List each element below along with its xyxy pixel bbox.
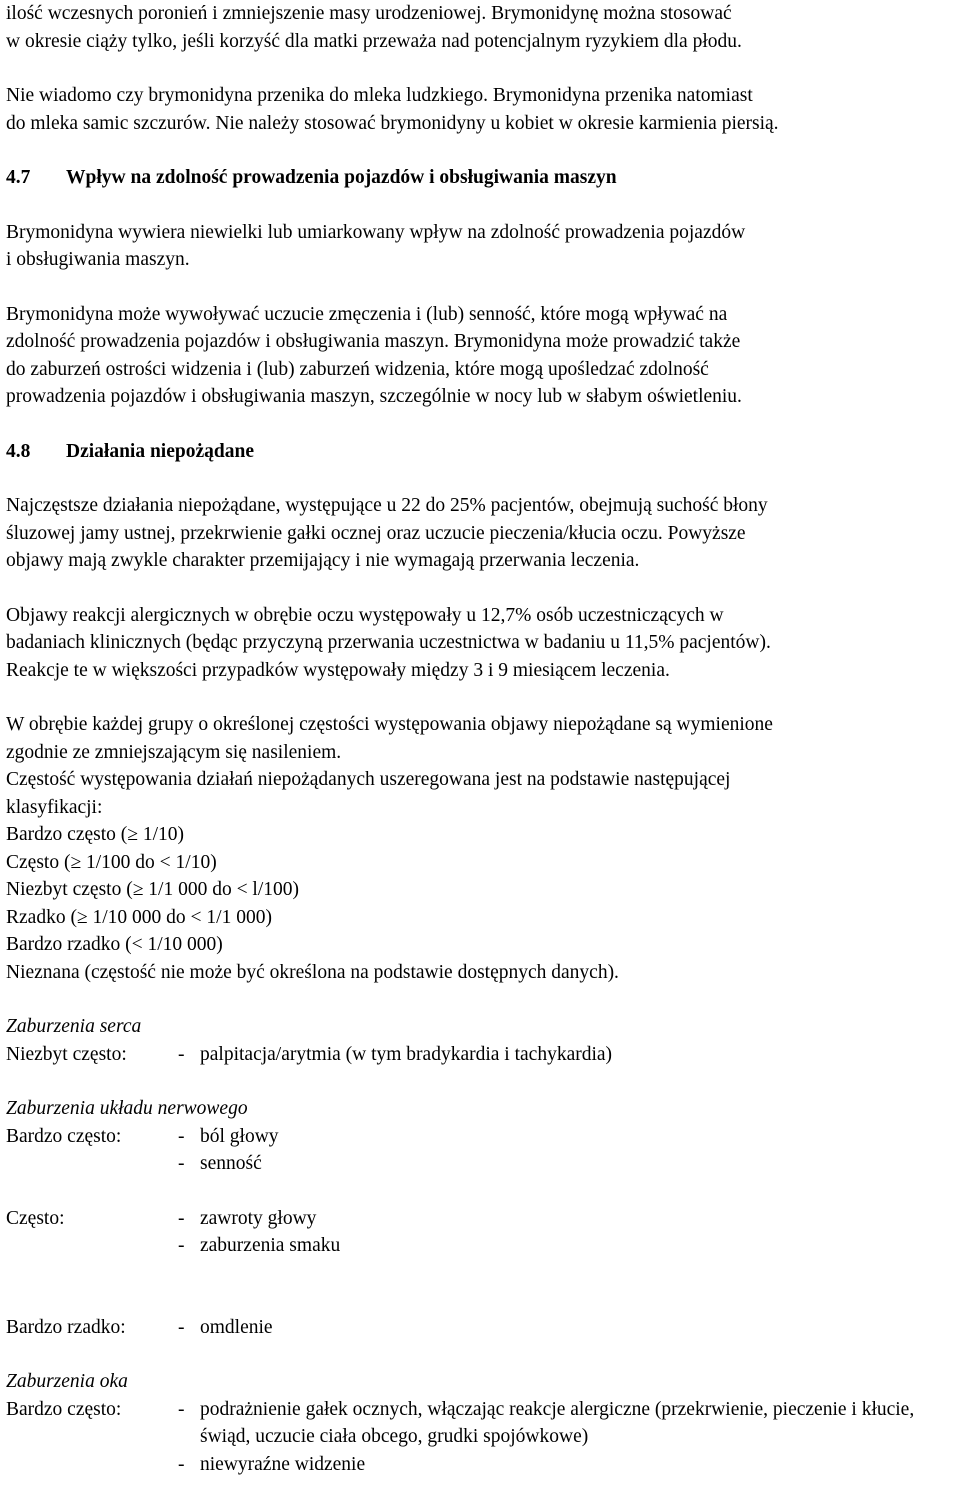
adverse-item xyxy=(178,1205,951,1233)
frequency-class-line: Często (≥ 1/100 do < 1/10) xyxy=(6,851,217,873)
text-line: Częstość występowania działań niepożądanych uszeregowana jest na podstawie następującej xyxy=(6,769,731,790)
text-line: objawy mają zwykle charakter przemijający i nie wymagają przerwania leczenia. xyxy=(6,550,640,571)
text-line: do mleka samic szczurów. Nie należy stosować brymonidyny u kobiet w okresie karmienia piersią. xyxy=(6,112,779,134)
section-title: Wpływ na zdolność prowadzenia pojazdów i obsługiwania maszyn xyxy=(66,167,617,188)
adverse-row xyxy=(6,1123,951,1178)
section-4-8-paragraph-2 xyxy=(6,602,951,685)
text-line: klasyfikacji: xyxy=(6,796,103,818)
text-line: Brymonidyna wywiera niewielki lub umiarkowany wpływ na zdolność prowadzenia pojazdów xyxy=(6,221,746,243)
section-4-7-paragraph-2 xyxy=(6,301,951,411)
adverse-item xyxy=(178,1123,951,1151)
frequency-label: Bardzo często: xyxy=(6,1398,122,1420)
section-4-7-paragraph-1 xyxy=(6,219,951,274)
adverse-item-text: zawroty głowy xyxy=(200,1207,317,1229)
adverse-row xyxy=(6,1396,951,1479)
frequency-label: Często: xyxy=(6,1207,65,1229)
text-line: śluzowej jamy ustnej, przekrwienie gałki ocznej oraz uczucie pieczenia/kłucia oczu. Powyższe xyxy=(6,522,746,544)
adverse-item-text: podrażnienie gałek ocznych, włączając reakcje alergiczne (przekrwienie, pieczenie i kłucie, świąd, uczucie ciała obcego, grudki spojówkowe) xyxy=(200,1398,915,1447)
intro-paragraph-2 xyxy=(6,82,951,137)
text-line: do zaburzeń ostrości widzenia i (lub) zaburzeń widzenia, które mogą upośledzać zdolność xyxy=(6,358,709,380)
adverse-item-text: omdlenie xyxy=(200,1316,273,1338)
text-line: i obsługiwania maszyn. xyxy=(6,249,190,270)
adverse-item xyxy=(178,1232,951,1260)
section-number: 4.8 xyxy=(6,440,31,462)
adverse-item-text: zaburzenia smaku xyxy=(200,1235,341,1256)
category-heading-nervous: Zaburzenia układu nerwowego xyxy=(6,1098,248,1119)
frequency-class-line: Niezbyt często (≥ 1/1 000 do < l/100) xyxy=(6,879,300,900)
frequency-label: Bardzo często: xyxy=(6,1125,122,1147)
category-heading-cardiac: Zaburzenia serca xyxy=(6,1016,142,1037)
adverse-item xyxy=(178,1150,951,1178)
section-title: Działania niepożądane xyxy=(66,440,254,462)
text-line: Brymonidyna może wywoływać uczucie zmęczenia i (lub) senność, które mogą wpływać na xyxy=(6,303,728,325)
category-heading-eye: Zaburzenia oka xyxy=(6,1371,128,1392)
adverse-row xyxy=(6,1041,951,1069)
text-line: zgodnie ze zmniejszającym się nasileniem. xyxy=(6,741,342,763)
section-4-8-heading xyxy=(6,438,951,466)
section-4-8-paragraph-1 xyxy=(6,492,951,575)
text-line: Objawy reakcji alergicznych w obrębie oczu występowały u 12,7% osób uczestniczących w xyxy=(6,604,724,626)
text-line: Reakcje te w większości przypadków występowały między 3 i 9 miesiącem leczenia. xyxy=(6,659,670,681)
text-line: w okresie ciąży tylko, jeśli korzyść dla matki przeważa nad potencjalnym ryzykiem dla płodu. xyxy=(6,30,742,52)
text-line: zdolność prowadzenia pojazdów i obsługiwania maszyn. Brymonidyna może prowadzić także xyxy=(6,331,741,352)
adverse-item xyxy=(178,1451,951,1479)
dash-marker: - xyxy=(178,1235,185,1256)
dash-marker: - xyxy=(178,1153,185,1174)
adverse-item xyxy=(178,1041,951,1069)
dash-marker: - xyxy=(178,1043,185,1065)
text-line: Nie wiadomo czy brymonidyna przenika do mleka ludzkiego. Brymonidyna przenika natomiast xyxy=(6,85,753,106)
intro-paragraph-1 xyxy=(6,0,951,55)
frequency-class-line: Nieznana (częstość nie może być określona na podstawie dostępnych danych). xyxy=(6,961,619,983)
text-line: Najczęstsze działania niepożądane, występujące u 22 do 25% pacjentów, obejmują suchość błony xyxy=(6,495,768,516)
adverse-item xyxy=(178,1396,951,1451)
text-line: ilość wczesnych poronień i zmniejszenie masy urodzeniowej. Brymonidynę można stosować xyxy=(6,3,732,24)
adverse-row xyxy=(6,1205,951,1260)
dash-marker: - xyxy=(178,1207,185,1229)
dash-marker: - xyxy=(178,1125,185,1147)
text-line: badaniach klinicznych (będąc przyczyną przerwania uczestnictwa w badaniu u 11,5% pacjentów). xyxy=(6,632,771,653)
text-line: W obrębie każdej grupy o określonej częstości występowania objawy niepożądane są wymienione xyxy=(6,714,773,735)
dash-marker: - xyxy=(178,1453,185,1475)
dash-marker: - xyxy=(178,1316,185,1338)
section-4-8-paragraph-3 xyxy=(6,711,951,986)
document-page xyxy=(6,0,951,1478)
frequency-class-line: Rzadko (≥ 1/10 000 do < 1/1 000) xyxy=(6,906,272,928)
adverse-item-text: ból głowy xyxy=(200,1125,279,1147)
frequency-label: Niezbyt często: xyxy=(6,1043,127,1065)
frequency-class-line: Bardzo rzadko (< 1/10 000) xyxy=(6,934,223,955)
dash-marker: - xyxy=(178,1398,185,1420)
adverse-item-text: senność xyxy=(200,1153,262,1174)
adverse-row xyxy=(6,1314,951,1342)
text-line: prowadzenia pojazdów i obsługiwania maszyn, szczególnie w nocy lub w słabym oświetleniu. xyxy=(6,386,742,407)
frequency-class-line: Bardzo często (≥ 1/10) xyxy=(6,824,185,845)
section-number: 4.7 xyxy=(6,167,31,188)
section-4-7-heading xyxy=(6,164,951,192)
adverse-item-text: palpitacja/arytmia (w tym bradykardia i tachykardia) xyxy=(200,1043,613,1065)
adverse-item-text: niewyraźne widzenie xyxy=(200,1453,366,1475)
adverse-item xyxy=(178,1314,951,1342)
frequency-label: Bardzo rzadko: xyxy=(6,1316,126,1338)
